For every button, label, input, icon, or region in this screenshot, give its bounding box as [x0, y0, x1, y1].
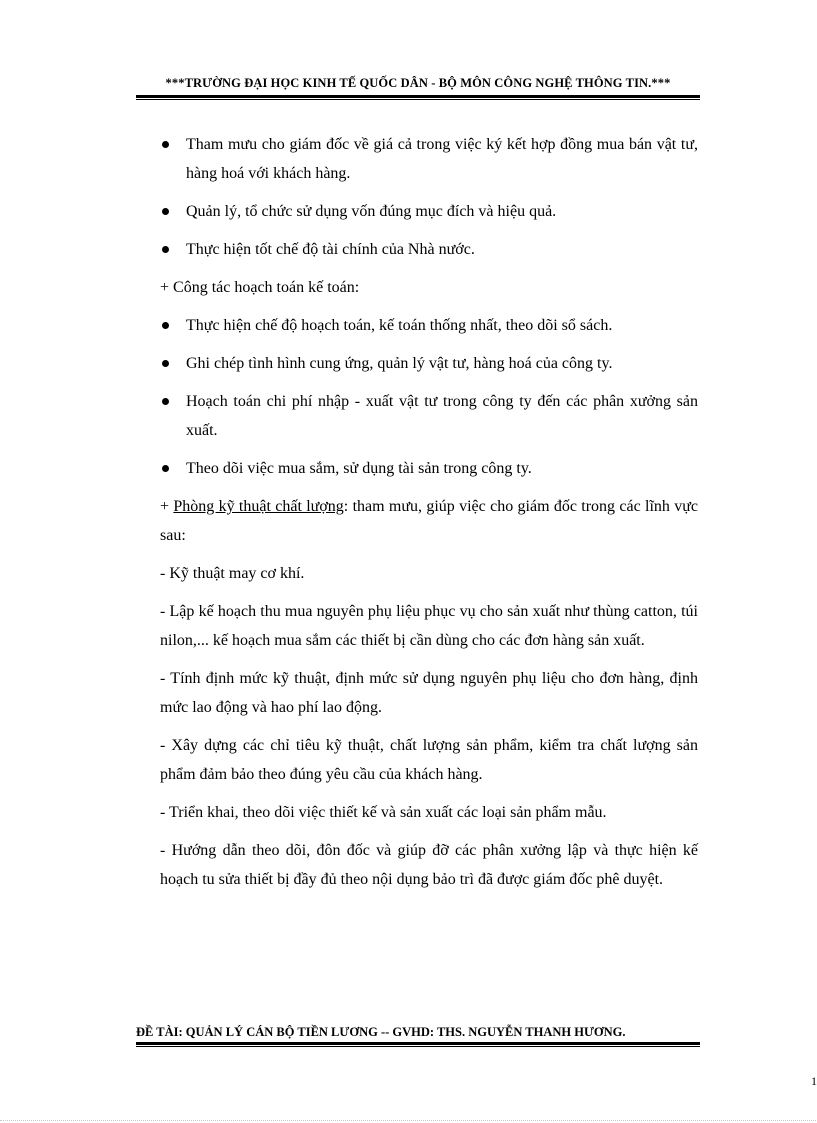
dash-item: - Kỹ thuật may cơ khí.: [160, 565, 305, 582]
page-number: 1: [811, 1074, 817, 1088]
list-item: [160, 454, 698, 483]
page-footer: ĐỀ TÀI: QUẢN LÝ CÁN BỘ TIỀN LƯƠNG -- GVHD: THS. NGUYỄN THANH HƯƠNG.: [136, 1025, 626, 1039]
body-text: [160, 130, 698, 903]
bullet-icon: [162, 322, 169, 329]
department-description: : tham mưu, giúp việc cho giám đốc trong các lĩnh vực sau:: [160, 498, 698, 544]
page-header: ***TRƯỜNG ĐẠI HỌC KINH TẾ QUỐC DÂN - BỘ MÔN CÔNG NGHỆ THÔNG TIN.***: [165, 76, 671, 90]
dash-item: - Lập kế hoạch thu mua nguyên phụ liệu phục vụ cho sản xuất như thùng catton, túi nilon,... kế hoạch mua sắm các thiết bị cần dùng cho các đơn hàng sản xuất.: [160, 603, 698, 649]
list-item-text: Quản lý, tổ chức sử dụng vốn đúng mục đích và hiệu quả.: [186, 203, 557, 220]
footer-rule-thick: [136, 1042, 700, 1045]
department-prefix: +: [160, 498, 174, 515]
page-break-line: [0, 1120, 816, 1121]
footer-rule-thin: [136, 1046, 700, 1047]
list-item: [160, 387, 698, 445]
list-item: [160, 130, 698, 188]
list-item-text: Tham mưu cho giám đốc về giá cả trong việc ký kết hợp đồng mua bán vật tư, hàng hoá với khách hàng.: [186, 136, 698, 182]
list-item: [160, 235, 698, 264]
dash-item: - Xây dựng các chỉ tiêu kỹ thuật, chất lượng sản phẩm, kiểm tra chất lượng sản phẩm đảm bảo theo đúng yêu cầu của khách hàng.: [160, 737, 698, 783]
bullet-icon: [162, 360, 169, 367]
list-item-text: Ghi chép tình hình cung ứng, quản lý vật tư, hàng hoá của công ty.: [186, 355, 613, 372]
list-item: [160, 311, 698, 340]
header-rule-thin: [136, 99, 700, 100]
bullet-icon: [162, 398, 169, 405]
list-item: [160, 349, 698, 378]
bullet-icon: [162, 246, 169, 253]
bullet-icon: [162, 141, 169, 148]
department-paragraph: [160, 492, 698, 550]
dash-item: - Triển khai, theo dõi việc thiết kế và sản xuất các loại sản phẩm mẫu.: [160, 804, 607, 821]
dash-item: - Hướng dẫn theo dõi, đôn đốc và giúp đỡ các phân xưởng lập và thực hiện kế hoạch tu sửa thiết bị đầy đủ theo nội dụng bảo trì đã được giám đốc phê duyệt.: [160, 842, 698, 888]
department-name: Phòng kỹ thuật chất lượng: [173, 498, 344, 515]
section-heading-accounting: + Công tác hoạch toán kế toán:: [160, 279, 360, 296]
list-item-text: Hoạch toán chi phí nhập - xuất vật tư trong công ty đến các phân xưởng sản xuất.: [186, 393, 698, 439]
bullet-icon: [162, 208, 169, 215]
list-item-text: Theo dõi việc mua sắm, sử dụng tài sản trong công ty.: [186, 460, 532, 477]
header-rule-thick: [136, 95, 700, 98]
bullet-icon: [162, 465, 169, 472]
list-item-text: Thực hiện chế độ hoạch toán, kế toán thống nhất, theo dõi sổ sách.: [186, 317, 613, 334]
list-item: [160, 197, 698, 226]
dash-item: - Tính định mức kỹ thuật, định mức sử dụng nguyên phụ liệu cho đơn hàng, định mức lao động và hao phí lao động.: [160, 670, 698, 716]
list-item-text: Thực hiện tốt chế độ tài chính của Nhà nước.: [186, 241, 475, 258]
